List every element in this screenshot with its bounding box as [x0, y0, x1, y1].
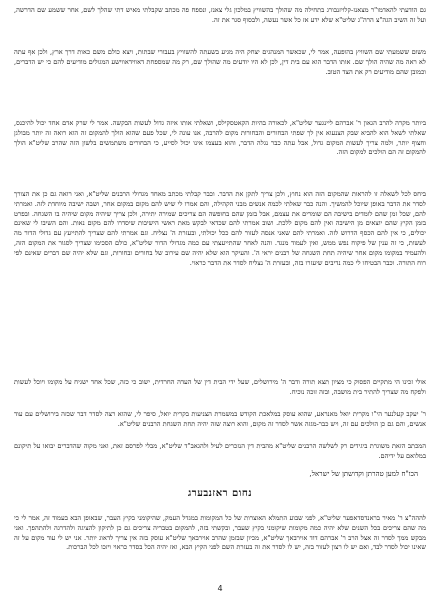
- signature: נחום ראזנבערג: [187, 488, 252, 499]
- page-number: 4: [217, 584, 223, 593]
- paragraph-7: המכתב הזאת משוגרת ביגידים רק לשלשה הרבנים שליט"א מהבית דין הנזכרים לעיל ולהגאב"ד שליט"א, מבלי לפרסם זאת, ואני מקוה שהדברים יבואו על תיקונם במלואם על ידיהם.: [14, 442, 426, 460]
- paragraph-4: ביחס לכל לשאלה זו להראות שהמקום הזה הוא נחוץ, ולכן צריך לתקן את הדבר. וכבר קבלתי מכתב מאחד מגדולי הרבנים שליט"א, ואני רואה גם כן את הצורך לסדר את הדבר באופן שיוכל להמשיך. והנה כבר שאלתי לכמה אנשים מבני הקהילה, והם אמרו לי שיש להם מקום במקום אחר, ושבה ישיבה מיוחדת לזה. ואמרתי להם, שכל זמן שהם לומדים בישיבה הם שומרים את עצמם, אבל בזמן שהם בחופשה הם צריכים שמירה יתירה, ולכן צריך שיהיה מקום שיהיה בו השגחה. ובפרט בזמן הקיץ שהם יוצאים מן הישיבה ואין להם מקום ללכת. ושוב אמרתי להם שכדאי לבקש מאת ראשי הישיבות שיסדרו להם מקום נאות. והם השיבו לי שאינם יכולים, כי אין להם הכסף הדרוש לזה. ואמרתי להם שאני אנסה לעזור להם ככל יכולתי, ובעזרת ה' נצליח. וגם אמרתי להם שצריך להתייעץ עם גדולי הדור מה לעשות, כי זה ענין של פיקוח נפש ממש, ואין לעמוד מנגד. והנה לאחר שהתייעצתי עם כמה מגדולי הדור שליט"א, כולם הסכימו שצריך לסגור את המקום הזה, ולהעמיד במקומו מקום אחר שיהיה תחת השגחה של רבנים יראי ה'. והעיקר הוא שלא יהיה שם עירוב של בחורים ובחורות, וגם שלא יהיה שם דברים שאינם לפי רוח התורה. וכבר הבטיחו לי כמה נדיבים שיעזרו בזה, ובעזרת ה' נצליח לסדר את הדבר כראוי.: [14, 190, 426, 267]
- paragraph-1: גם הודעתי להאדמו"ר מצאנז-קלויזנבורג בתחילה מה שהולך בהשוויץ במלכון גלי צאנז, ונספח פה מכתב שקבלתי מאיש דתי שהלך לשם, אחר ששמע שם הדרשה, ועל זה השיב הגה"צ הרה"ג שליט"א שלא ידע אז כל אשר נעשה, ולבסוף סגר את זה.: [14, 6, 426, 24]
- paragraph-5: אולי זכינו הי מתקיים הפסוק כי מציון תצא תורה ודבר ה' מירושלים, שעל ידי הבית דין של העדה החרדית, ישוב כי כזה, שכל אחד ישגיח על מקומו ויוכל לעשות ולפקח מה שצריך להתיר בית מושבה, ובזה זוכה נוכיח.: [14, 378, 426, 396]
- closing-line: הכו"ח למען טהרתן וקדושתן של ישראל,: [309, 470, 418, 478]
- paragraph-6: ר' יעקב קעלנער הי"ו מקרית יואל מאנראע, שהוא עוסק במלאכת הקודש במשמרת הצניעות בקרית יואל, סיפר לי, שהוא רצה לסדר דבר שכזה בירושלים עם עוד אנשים, והם גם כן הולכים עם זה, ויש כבר-מגזה אשר לסדר זה מקום, והוא רוצה שזה יהיה תחת השגחת הרבנים שליט"א.: [14, 410, 426, 428]
- paragraph-2: משום ששמעתי שם השוויץ בהופעה, אמר לי, שכאשר המנהגים יצחק היה מגיע בשעתה להשוויץ בעבורי שבתות, ויצא כולם משם כאות דרך ארץ, ולכן אף עתה לא ראה מה שהיה הולך שם. אותו הדבר הוא עם בית דין, לכן לא היו יודעים מה שהולך שם, רק מה שמספחת דאווידאווישע המגולים מודיעים להם כי יש הדברים, וכמובן שהם מודיעים רק את הצד הטוב.: [14, 48, 426, 76]
- paragraph-8: לההה"צ ר' מאיר בראנדסדאפער שליט"א, לפני שבוע התמלא האוצרות של כל המקומות במגדל העמק, שהיקומני בקיץ העבר, שבאופן הבא בעמוד זה, אמר לי כי מה שהם צריכים בכל השנים שלא יהיה כמה מקומות שיקומני בקיץ שעבר, ובקשתי בזה, להמקום בטבריה צריכים גם כן לתיקון להציגה ולהדרגה ולהתהפך. ואני מבקש ממך לסדר זה אצל הרב ר' אברהם דוד אוירבאך שליט"א, מכיון שבזמן שהרב אוירבאך שליט"א עוסק בזה אין צריך לדאוג יותר. אני יש לי עוד מקום על זה שאינו יכול לסדר לבד, ואם יש לו רצון לעזור בזה, יש לו לסדר את זה בעזרת השם לפני הקיץ הבא, ואז יהיה הכל בסדר כראוי ויזכו לכל הברכות.: [14, 514, 426, 552]
- paragraph-3: ביותר מקרה להרב הגאון ר' אברהם ליינגער שליט"א, לכאורה בהיות הקאטסקילס, ושאלתי אותו איזה גדול לעשות הבקשה. אמר לי שרק אדם אחד יכול להיכנס, שאלתי לשאל הוא להביא שבק הצנעוא אין לך שפתי הבחורים והבחורות מקום להרבה, אנו עונה לי, שכל פעם שהוא הולך להמקום זה הוא רואה זה יותר מבולגן וחצוף יותר, ולמה צריך לעשות המקום גדול, אבל עתה כבר נגלה הדבר, והוא בעצמו אינו יכול לסייע, כי הבחורים משתמשים בלשון הזה שהרב שליט"א הולך להמקום זה הם הולכים למקום הזה.: [14, 119, 426, 157]
